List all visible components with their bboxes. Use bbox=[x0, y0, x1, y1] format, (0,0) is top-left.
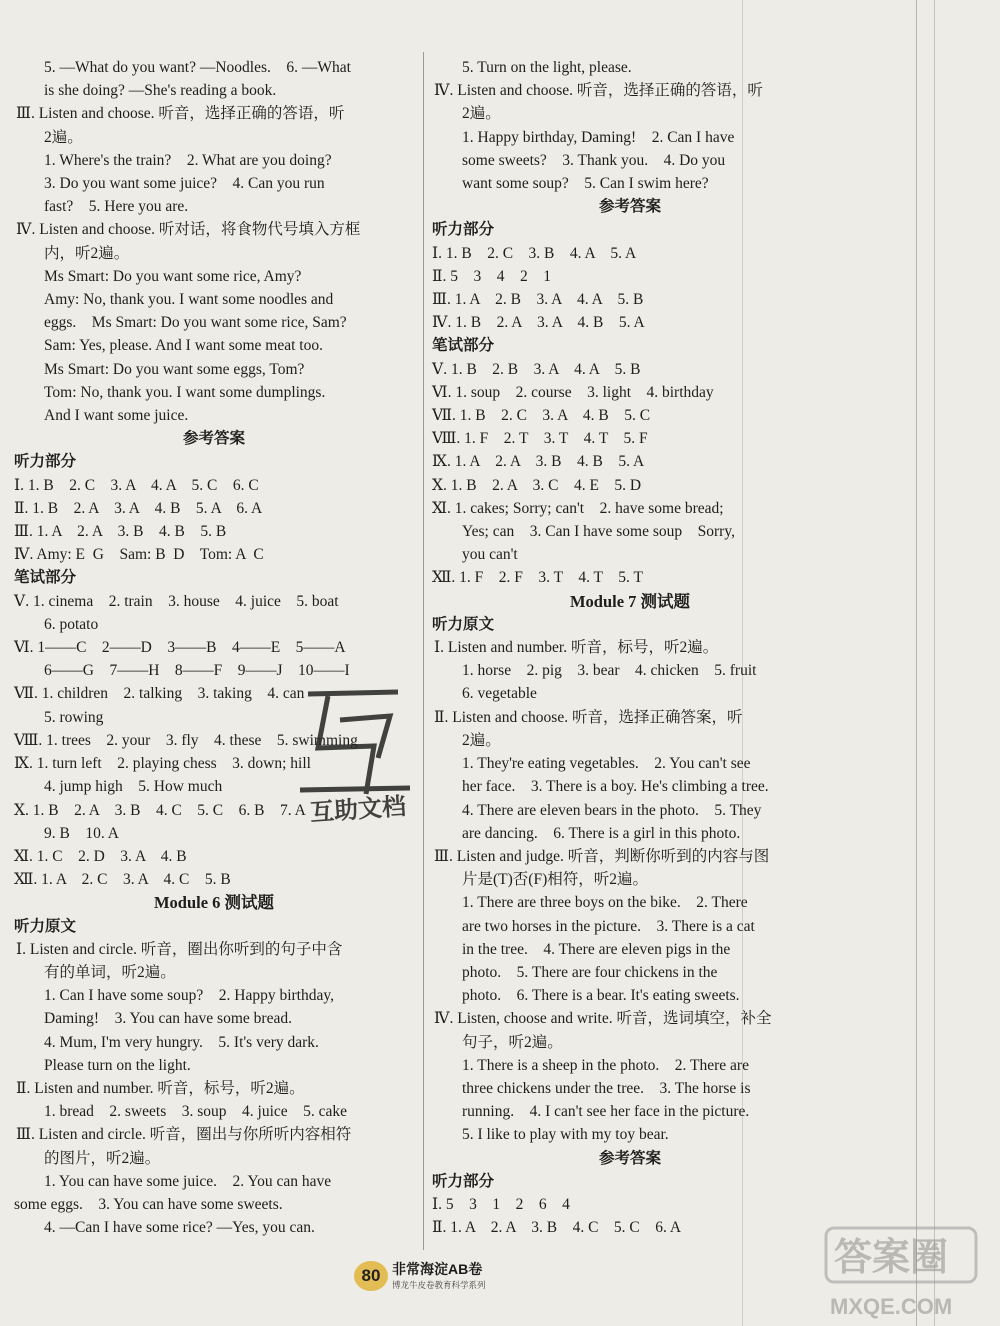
stamp-text: 互助文档 bbox=[309, 794, 407, 827]
text-line: Ⅱ. 5 3 4 2 1 bbox=[432, 267, 552, 285]
text-line: fast? 5. Here you are. bbox=[44, 198, 189, 216]
text-line: you can't bbox=[462, 546, 518, 564]
text-line: Yes; can 3. Can I have some soup Sorry, bbox=[462, 523, 735, 541]
text-line: Ⅳ. Listen, choose and write. 听音，选词填空，补全 bbox=[434, 1010, 772, 1028]
text-line: Ⅳ. 1. B 2. A 3. A 4. B 5. A bbox=[432, 314, 645, 332]
text-line: is she doing? —She's reading a book. bbox=[44, 82, 277, 100]
text-line: 1. There are three boys on the bike. 2. There bbox=[462, 894, 748, 912]
watermark-title: 答案圈 bbox=[834, 1237, 949, 1279]
text-line: 1. They're eating vegetables. 2. You can't see bbox=[462, 755, 751, 773]
stamp-logo bbox=[270, 686, 430, 836]
text-line: Ms Smart: Do you want some eggs, Tom? bbox=[44, 360, 305, 378]
text-line: Ⅱ. Listen and choose. 听音，选择正确答案，听 bbox=[434, 708, 743, 726]
text-line: 4. There are eleven bears in the photo. 5. They bbox=[462, 801, 762, 819]
text-line: 1. You can have some juice. 2. You can have bbox=[44, 1172, 332, 1190]
text-line: her face. 3. There is a boy. He's climbing a tree. bbox=[462, 778, 769, 796]
text-line: 片是(T)否(F)相符，听2遍。 bbox=[462, 871, 648, 889]
text-line: 1. Where's the train? 2. What are you doing? bbox=[44, 151, 332, 169]
text-line: 2遍。 bbox=[44, 128, 83, 146]
text-line: 9. B 10. A bbox=[44, 824, 119, 842]
text-line: Ⅻ. 1. A 2. C 3. A 4. C 5. B bbox=[14, 871, 231, 889]
text-line: 1. Can I have some soup? 2. Happy birthday, bbox=[44, 987, 334, 1005]
answer-heading: 参考答案 bbox=[598, 1149, 661, 1167]
section-heading: 听力部分 bbox=[14, 453, 77, 471]
text-line: Ⅱ. 1. B 2. A 3. A 4. B 5. A 6. A bbox=[14, 499, 263, 517]
text-line: Ⅰ. Listen and circle. 听音，圈出你听到的句子中含 bbox=[16, 940, 343, 958]
text-line: three chickens under the tree. 3. The horse is bbox=[462, 1079, 751, 1097]
text-line: Ⅱ. 1. A 2. A 3. B 4. C 5. C 6. A bbox=[432, 1219, 682, 1237]
text-line: Ⅹ. 1. B 2. A 3. C 4. E 5. D bbox=[432, 476, 642, 494]
text-line: Ⅸ. 1. A 2. A 3. B 4. B 5. A bbox=[432, 453, 645, 471]
text-line: Ⅵ. 1. soup 2. course 3. light 4. birthday bbox=[432, 383, 714, 401]
text-line: Ⅶ. 1. B 2. C 3. A 4. B 5. C bbox=[432, 407, 651, 425]
section-heading: 笔试部分 bbox=[432, 337, 495, 355]
text-line: Ⅳ. Amy: E G Sam: B D Tom: A C bbox=[14, 546, 264, 564]
answer-heading: 参考答案 bbox=[182, 430, 245, 448]
text-line: eggs. Ms Smart: Do you want some rice, Sam? bbox=[44, 314, 347, 332]
text-line: Ⅷ. 1. trees 2. your 3. fly 4. these 5. swimming bbox=[14, 731, 358, 749]
text-line: Sam: Yes, please. And I want some meat too. bbox=[44, 337, 323, 355]
text-line: 5. rowing bbox=[44, 708, 104, 726]
text-line: photo. 6. There is a bear. It's eating sweets. bbox=[462, 987, 740, 1005]
text-line: Ⅳ. Listen and choose. 听对话，将食物代号填入方框 bbox=[16, 221, 361, 239]
text-line: 的图片，听2遍。 bbox=[44, 1149, 161, 1167]
text-line: Ⅹ. 1. B 2. A 3. B 4. C 5. C 6. B 7. A bbox=[14, 801, 306, 819]
section-heading: 听力部分 bbox=[432, 1172, 495, 1190]
left-column bbox=[14, 56, 414, 1239]
text-line: And I want some juice. bbox=[44, 407, 189, 425]
text-line: Ⅺ. 1. cakes; Sorry; can't 2. have some bread; bbox=[432, 499, 724, 517]
text-line: want some soup? 5. Can I swim here? bbox=[462, 175, 709, 193]
text-line: are two horses in the picture. 3. There is a cat bbox=[462, 917, 755, 935]
text-line: Ⅶ. 1. children 2. talking 3. taking 4. can bbox=[14, 685, 305, 703]
page-number: 80 bbox=[354, 1261, 388, 1291]
answer-heading: 参考答案 bbox=[598, 198, 661, 216]
text-line: 5. I like to play with my toy bear. bbox=[462, 1126, 669, 1144]
text-line: Ⅻ. 1. F 2. F 3. T 4. T 5. T bbox=[432, 569, 643, 587]
text-line: Ⅰ. 1. B 2. C 3. B 4. A 5. A bbox=[432, 244, 637, 262]
text-line: Ⅲ. 1. A 2. A 3. B 4. B 5. B bbox=[14, 523, 227, 541]
module-heading: Module 6 测试题 bbox=[153, 893, 275, 913]
text-line: 有的单词，听2遍。 bbox=[44, 963, 176, 981]
text-line: Amy: No, thank you. I want some noodles and bbox=[44, 291, 334, 309]
text-line: 6. potato bbox=[44, 615, 99, 633]
text-line: 6. vegetable bbox=[462, 685, 537, 703]
watermark-url: MXQE.COM bbox=[830, 1294, 953, 1319]
module-heading: Module 7 测试题 bbox=[569, 591, 691, 611]
book-subtitle: 博龙牛皮卷教育科学系列 bbox=[392, 1280, 486, 1290]
text-line: 2遍。 bbox=[462, 105, 501, 123]
section-heading: 笔试部分 bbox=[14, 569, 77, 587]
text-line: Please turn on the light. bbox=[44, 1056, 191, 1074]
page-footer bbox=[328, 1258, 558, 1294]
page-edge bbox=[934, 0, 935, 1326]
column-divider bbox=[423, 52, 424, 1250]
text-line: Ⅰ. 5 3 1 2 6 4 bbox=[432, 1195, 570, 1213]
text-line: Ⅱ. Listen and number. 听音，标号，听2遍。 bbox=[16, 1079, 305, 1097]
text-line: 内，听2遍。 bbox=[44, 244, 130, 262]
text-line: 5. Turn on the light, please. bbox=[462, 59, 632, 76]
text-line: some sweets? 3. Thank you. 4. Do you bbox=[462, 151, 726, 169]
text-line: Ⅳ. Listen and choose. 听音，选择正确的答语，听 bbox=[434, 82, 763, 100]
section-heading: 听力原文 bbox=[432, 615, 495, 633]
text-line: Ⅲ. 1. A 2. B 3. A 4. A 5. B bbox=[432, 291, 644, 309]
book-title: 非常海淀AB卷 bbox=[392, 1261, 483, 1277]
text-line: 句子，听2遍。 bbox=[462, 1033, 563, 1051]
watermark bbox=[808, 1220, 998, 1324]
text-line: 4. Mum, I'm very hungry. 5. It's very dark. bbox=[44, 1033, 319, 1051]
text-line: photo. 5. There are four chickens in the bbox=[462, 963, 718, 981]
text-line: 1. bread 2. sweets 3. soup 4. juice 5. cake bbox=[44, 1103, 348, 1121]
text-line: 6——G 7——H 8——F 9——J 10——I bbox=[44, 662, 350, 680]
right-column bbox=[432, 56, 828, 1239]
text-line: Ⅴ. 1. B 2. B 3. A 4. A 5. B bbox=[432, 360, 641, 378]
text-line: Ⅲ. Listen and circle. 听音，圈出与你所听内容相符 bbox=[16, 1126, 352, 1144]
text-line: are dancing. 6. There is a girl in this photo. bbox=[462, 824, 741, 842]
text-line: 2遍。 bbox=[462, 731, 501, 749]
text-line: 1. Happy birthday, Daming! 2. Can I have bbox=[462, 128, 735, 146]
text-line: Ⅰ. 1. B 2. C 3. A 4. A 5. C 6. C bbox=[14, 476, 259, 494]
text-line: Ⅷ. 1. F 2. T 3. T 4. T 5. F bbox=[432, 430, 648, 448]
text-line: 5. —What do you want? —Noodles. 6. —What bbox=[44, 59, 351, 76]
section-heading: 听力部分 bbox=[432, 221, 495, 239]
text-line: Daming! 3. You can have some bread. bbox=[44, 1010, 292, 1028]
text-line: Ⅴ. 1. cinema 2. train 3. house 4. juice 5. boat bbox=[14, 592, 339, 610]
text-line: 4. —Can I have some rice? —Yes, you can. bbox=[44, 1219, 315, 1237]
section-heading: 听力原文 bbox=[14, 917, 77, 935]
text-line: 4. jump high 5. How much bbox=[44, 778, 223, 796]
text-line: in the tree. 4. There are eleven pigs in the bbox=[462, 940, 731, 958]
text-line: Ⅰ. Listen and number. 听音，标号，听2遍。 bbox=[434, 639, 719, 657]
text-line: Ⅲ. Listen and judge. 听音，判断你听到的内容与图 bbox=[434, 847, 770, 865]
text-line: some eggs. 3. You can have some sweets. bbox=[14, 1195, 283, 1213]
text-line: 1. There is a sheep in the photo. 2. There are bbox=[462, 1056, 749, 1074]
text-line: 1. horse 2. pig 3. bear 4. chicken 5. fruit bbox=[462, 662, 757, 680]
text-line: Ⅵ. 1——C 2——D 3——B 4——E 5——A bbox=[14, 639, 346, 657]
text-line: Ⅸ. 1. turn left 2. playing chess 3. down; hill bbox=[14, 755, 311, 773]
text-line: running. 4. I can't see her face in the picture. bbox=[462, 1103, 750, 1121]
page-edge bbox=[916, 0, 917, 1326]
text-line: Ⅺ. 1. C 2. D 3. A 4. B bbox=[14, 847, 187, 865]
text-line: 3. Do you want some juice? 4. Can you run bbox=[44, 175, 325, 193]
text-line: Ms Smart: Do you want some rice, Amy? bbox=[44, 267, 302, 285]
text-line: Tom: No, thank you. I want some dumplings. bbox=[44, 383, 326, 401]
text-line: Ⅲ. Listen and choose. 听音，选择正确的答语，听 bbox=[16, 105, 345, 123]
